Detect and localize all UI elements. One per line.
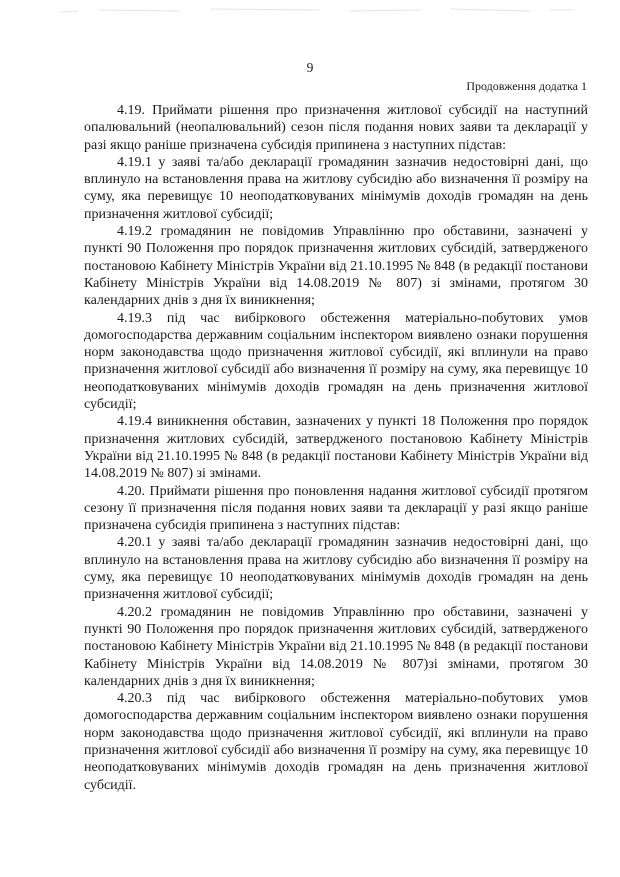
- paragraph-4-19-2: 4.19.2 громадянин не повідомив Управлінню про обставини, зазначені у пункті 90 Положення про порядок призначення житлових субсидій, затвердженого постановою Кабінету Міністрів України від 21.10.1995 № 848 (в редакції постанови Кабінету Міністрів України від 14.08.2019 № 807) зі змінами, протягом 30 календарних днів з дня їх виникнення;: [84, 224, 588, 309]
- paragraph-4-19-4: 4.19.4 виникнення обставин, зазначених у пункті 18 Положення про порядок призначення житлових субсидій, затвердженого постановою Кабінету Міністрів України від 21.10.1995 № 848 (в редакції постанови Кабінету Міністрів України від 14.08.2019 № 807) зі змінами.: [84, 414, 588, 482]
- paragraph-4-19-1: 4.19.1 у заяві та/або декларації громадянин зазначив недостовірні дані, що вплинуло на встановлення права на житлову субсидію або визначення її розміру на суму, яка перевищує 10 неоподатковуваних мінімумів доходів громадян на день призначення житлової субсидії;: [84, 154, 588, 222]
- paragraph-4-20-2: 4.20.2 громадянин не повідомив Управлінню про обставини, зазначені у пункті 90 Положення про порядок призначення житлових субсидій, затвердженого постановою Кабінету Міністрів України від 21.10.1995 № 848 (в редакції постанови Кабінету Міністрів України від 14.08.2019 № 807)зі змінами, протягом 30 календарних днів з дня їх виникнення;: [84, 604, 588, 689]
- paragraph-4-20-1: 4.20.1 у заяві та/або декларації громадянин зазначив недостовірні дані, що вплинуло на встановлення права на житлову субсидію або визначення її розміру на суму, яка перевищує 10 неоподатковуваних мінімумів доходів громадян на день призначення житлової субсидії;: [84, 535, 588, 603]
- continuation-label: Продовження додатка 1: [466, 79, 587, 93]
- paragraph-4-20: 4.20. Приймати рішення про поновлення надання житлової субсидії протягом сезону її призначення після подання нових заяви та декларації у разі якщо раніше призначена субсидія припинена з наступних підстав:: [84, 483, 588, 534]
- paragraph-4-19-3: 4.19.3 під час вибіркового обстеження матеріально-побутових умов домогосподарства державним соціальним інспектором виявлено ознаки порушення норм законодавства щодо призначення житлової субсидії, які вплинули на право призначення житлової субсидії або визначення її розміру на суму, яка перевищує 10 неоподатковуваних мінімумів доходів громадян на день призначення житлової субсидії;: [84, 310, 588, 413]
- page-number: 9: [306, 60, 314, 75]
- document-body: [84, 102, 588, 794]
- paragraph-4-20-3: 4.20.3 під час вибіркового обстеження матеріально-побутових умов домогосподарства державним соціальним інспектором виявлено ознаки порушення норм законодавства щодо призначення житлової субсидії, які вплинули на право призначення житлової субсидії або визначення її розміру на суму, яка перевищує 10 неоподатковуваних мінімумів доходів громадян на день призначення житлової субсидії.: [84, 691, 588, 793]
- scan-artifact: [60, 6, 580, 16]
- paragraph-4-19: 4.19. Приймати рішення про призначення житлової субсидії на наступний опалювальний (неопалювальний) сезон після подання нових заяви та декларації у разі якщо раніше призначена субсидія припинена з наступних підстав:: [84, 103, 588, 153]
